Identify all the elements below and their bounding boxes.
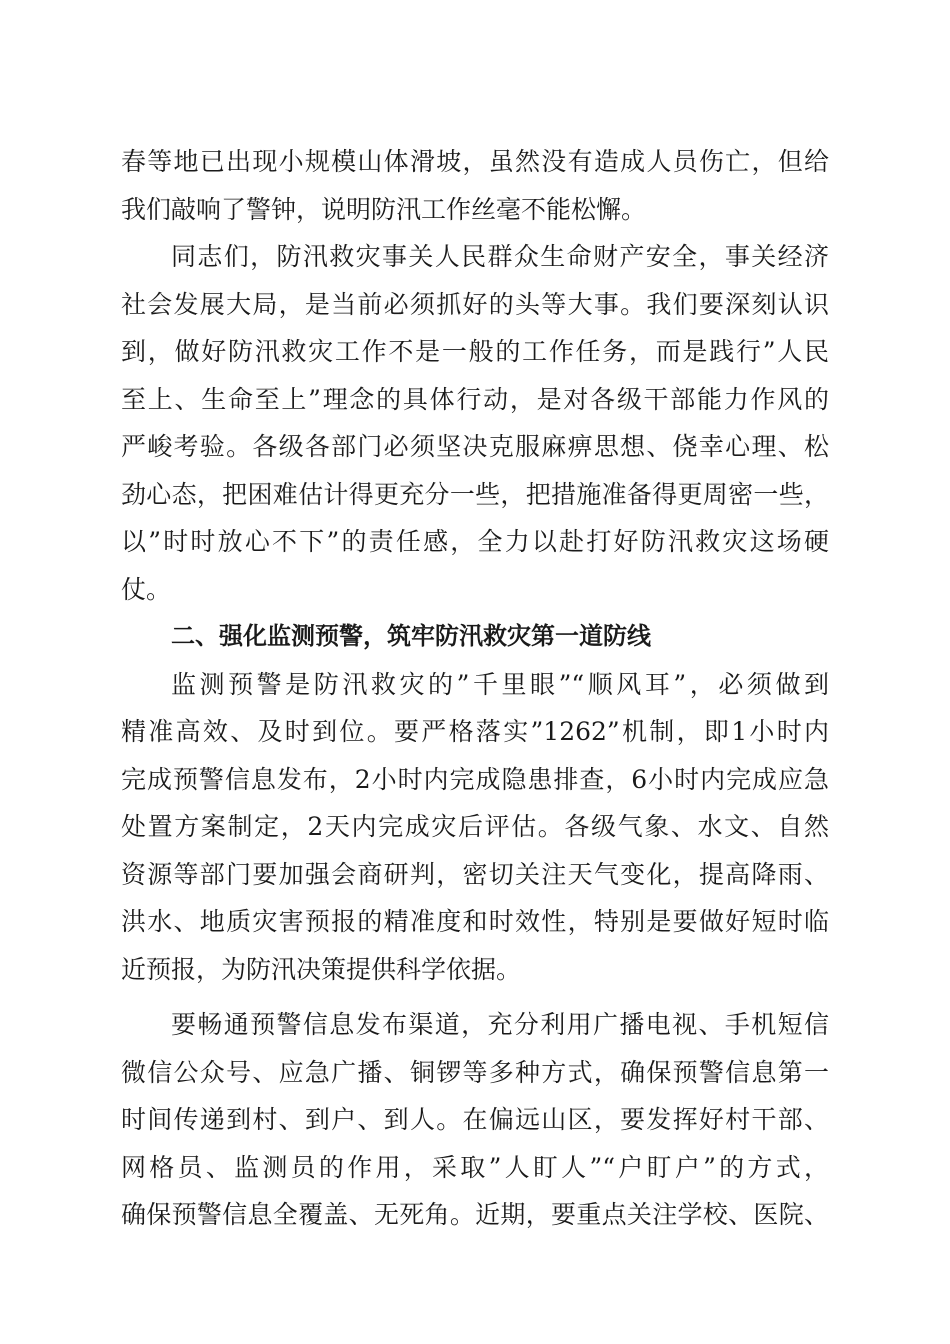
text-line: 完成预警信息发布，2小时内完成隐患排查，6小时内完成应急 <box>121 764 829 794</box>
paragraph-4 <box>121 1001 829 1239</box>
text-line: 至上、生命至上”理念的具体行动，是对各级干部能力作风的 <box>121 384 829 414</box>
text-line: 网格员、监测员的作用，采取”人盯人”“户盯户”的方式， <box>121 1152 829 1182</box>
text-line: 要畅通预警信息发布渠道，充分利用广播电视、手机短信 <box>171 1010 829 1039</box>
text-line: 资源等部门要加强会商研判，密切关注天气变化，提高降雨、 <box>121 859 829 889</box>
text-line: 春等地已出现小规模山体滑坡，虽然没有造成人员伤亡，但给 <box>121 147 829 176</box>
text-line: 精准高效、及时到位。要严格落实”1262”机制，即1小时内 <box>121 717 829 746</box>
paragraph-gap <box>121 993 829 1001</box>
text-line: 确保预警信息全覆盖、无死角。近期，要重点关注学校、医院、 <box>121 1200 829 1229</box>
text-line: 社会发展大局，是当前必须抓好的头等大事。我们要深刻认识 <box>121 289 829 319</box>
section-heading: 二、强化监测预警，筑牢防汛救灾第一道防线 <box>171 622 651 650</box>
document-body <box>121 138 829 1239</box>
text-line: 以”时时放心不下”的责任感，全力以赴打好防汛救灾这场硬 <box>121 527 829 556</box>
text-line: 我们敲响了警钟，说明防汛工作丝毫不能松懈。 <box>121 194 647 224</box>
text-line: 同志们，防汛救灾事关人民群众生命财产安全，事关经济 <box>171 242 829 271</box>
text-line: 到，做好防汛救灾工作不是一般的工作任务，而是践行”人民 <box>121 337 829 366</box>
text-line: 监测预警是防汛救灾的”千里眼”“顺风耳”，必须做到 <box>171 669 829 699</box>
text-line: 近预报，为防汛决策提供科学依据。 <box>121 954 522 984</box>
text-line: 劲心态，把困难估计得更充分一些，把措施准备得更周密一些， <box>121 479 829 509</box>
text-line: 洪水、地质灾害预报的精准度和时效性，特别是要做好短时临 <box>121 907 829 936</box>
paragraph-1 <box>121 138 829 233</box>
text-line: 处置方案制定，2天内完成灾后评估。各级气象、水文、自然 <box>121 812 829 841</box>
paragraph-3 <box>121 661 829 994</box>
text-line: 时间传递到村、到户、到人。在偏远山区，要发挥好村干部、 <box>121 1105 829 1134</box>
paragraph-2 <box>121 233 829 613</box>
text-line: 微信公众号、应急广播、铜锣等多种方式，确保预警信息第一 <box>121 1057 829 1087</box>
text-line: 严峻考验。各级各部门必须坚决克服麻痹思想、侥幸心理、松 <box>121 432 829 461</box>
text-line: 仗。 <box>121 574 172 604</box>
